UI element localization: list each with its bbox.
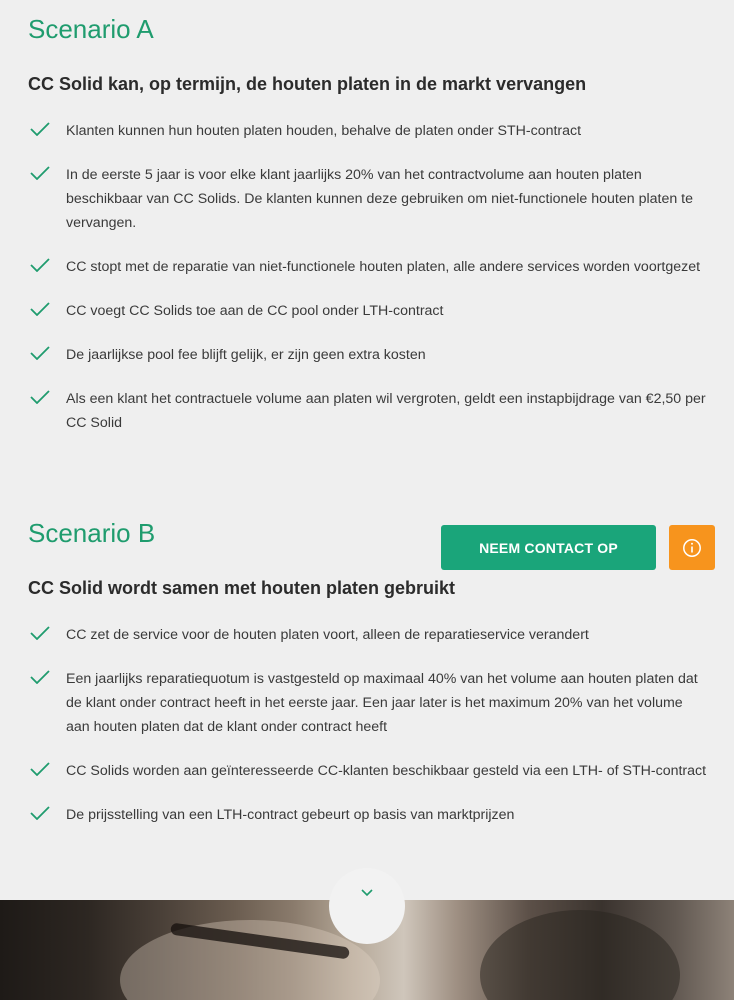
- list-item: [28, 667, 708, 739]
- scenario-b-checklist: [28, 623, 708, 847]
- list-item-text: CC stopt met de reparatie van niet-functionele houten platen, alle andere services worden voortgezet: [66, 259, 701, 275]
- check-icon: [30, 166, 50, 180]
- scenario-a-subtitle: CC Solid kan, op termijn, de houten platen in de markt vervangen: [28, 74, 587, 94]
- scenario-a-title: Scenario A: [28, 14, 154, 44]
- list-item-text: Klanten kunnen hun houten platen houden, behalve de platen onder STH-contract: [66, 123, 582, 139]
- list-item: [28, 803, 708, 827]
- list-item-text: Als een klant het contractuele volume aan platen wil vergroten, geldt een instapbijdrage van €2,50 per CC Solid: [66, 391, 706, 431]
- check-icon: [30, 626, 50, 640]
- list-item-text: In de eerste 5 jaar is voor elke klant jaarlijks 20% van het contractvolume aan houten platen beschikbaar van CC Solids. De klanten kunnen deze gebruiken om niet-functionele houten platen te vervangen.: [66, 167, 694, 231]
- info-icon: [682, 538, 702, 558]
- scenario-b-title: Scenario B: [28, 518, 156, 548]
- list-item: [28, 119, 708, 143]
- list-item: [28, 387, 708, 435]
- check-icon: [30, 258, 50, 272]
- check-icon: [30, 122, 50, 136]
- check-icon: [30, 806, 50, 820]
- check-icon: [30, 346, 50, 360]
- list-item-text: De jaarlijkse pool fee blijft gelijk, er zijn geen extra kosten: [66, 347, 426, 363]
- chevron-down-icon: [360, 887, 374, 897]
- info-button[interactable]: [669, 525, 715, 570]
- check-icon: [30, 670, 50, 684]
- list-item: [28, 343, 708, 367]
- list-item: [28, 299, 708, 323]
- list-item: [28, 163, 708, 235]
- scenario-b-subtitle: CC Solid wordt samen met houten platen gebruikt: [28, 578, 456, 598]
- scroll-down-button[interactable]: [329, 868, 405, 944]
- list-item-text: De prijsstelling van een LTH-contract gebeurt op basis van marktprijzen: [66, 807, 515, 823]
- check-icon: [30, 762, 50, 776]
- list-item-text: CC voegt CC Solids toe aan de CC pool onder LTH-contract: [66, 303, 444, 319]
- check-icon: [30, 390, 50, 404]
- list-item: [28, 255, 708, 279]
- list-item: [28, 623, 708, 647]
- list-item-text: CC zet de service voor de houten platen voort, alleen de reparatieservice verandert: [66, 627, 589, 643]
- contact-button[interactable]: NEEM CONTACT OP: [441, 525, 656, 570]
- list-item-text: Een jaarlijks reparatiequotum is vastgesteld op maximaal 40% van het volume aan houten platen dat de klant onder contract heeft in het eerste jaar. Een jaar later is het maximum 20% van het volume aan houten platen dat de klant onder contract heeft: [66, 671, 698, 735]
- scenario-a-checklist: [28, 119, 708, 455]
- check-icon: [30, 302, 50, 316]
- list-item: [28, 759, 708, 783]
- list-item-text: CC Solids worden aan geïnteresseerde CC-klanten beschikbaar gesteld via een LTH- of STH-contract: [66, 763, 707, 779]
